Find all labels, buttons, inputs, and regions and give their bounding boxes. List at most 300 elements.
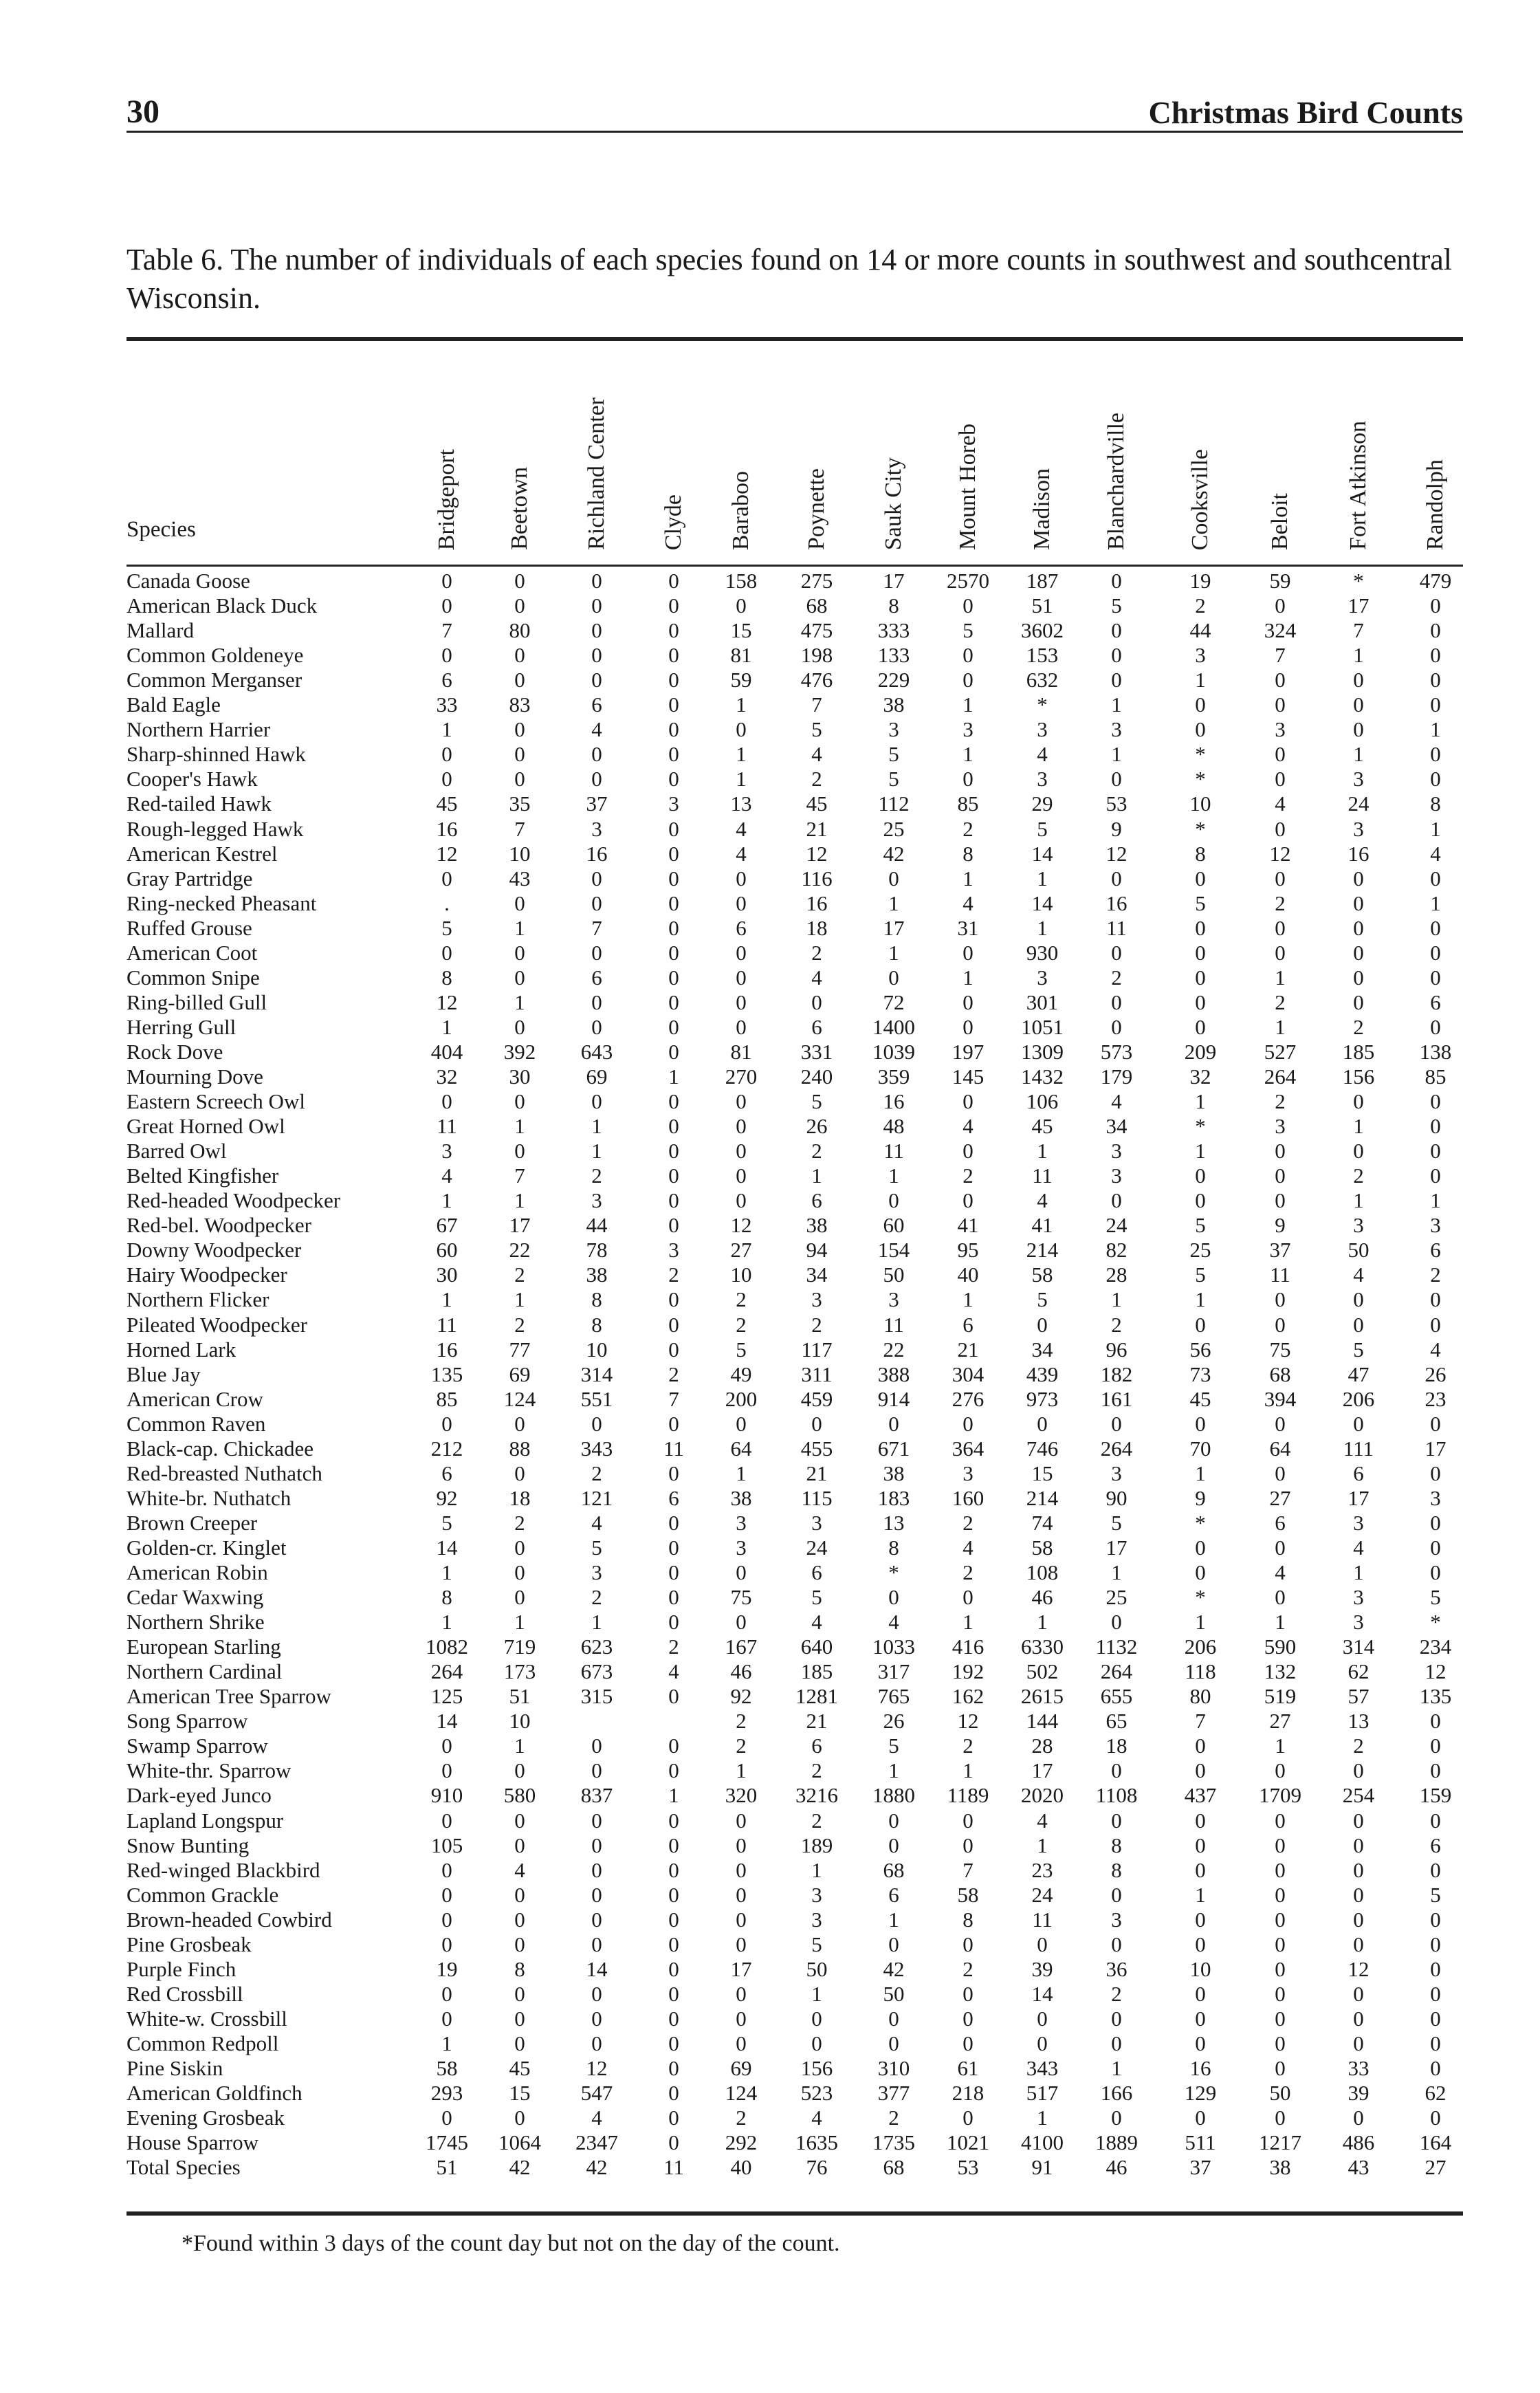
table-row [126,692,1463,717]
count-cell: 39 [1348,2081,1370,2106]
count-cell: 0 [1430,767,1441,791]
count-cell: 0 [668,692,679,717]
count-cell: 46 [1106,2155,1128,2180]
table-row [126,866,1463,891]
count-cell: 0 [668,1808,679,1833]
count-cell: 3 [1275,1114,1286,1139]
table-row [126,1412,1463,1436]
count-cell: 8 [962,1907,974,1932]
count-cell: * [1195,1510,1206,1535]
count-cell: 7 [514,816,525,841]
species-name: Hairy Woodpecker [126,1263,287,1287]
count-cell: 2 [962,1956,974,1981]
count-cell: 4 [668,1659,679,1684]
count-cell: 0 [736,2031,747,2055]
count-cell: 6 [811,1014,822,1039]
count-cell: 1 [1037,2106,1048,2130]
count-cell: 1 [1037,1610,1048,1635]
count-cell: 0 [668,1461,679,1485]
count-cell: 2 [962,1560,974,1584]
count-cell: 394 [1264,1386,1297,1411]
count-cell: 75 [730,1585,752,1610]
count-cell: 547 [580,2081,613,2106]
count-cell: 1033 [872,1635,915,1659]
count-cell: 0 [1111,2031,1122,2055]
count-cell: * [1430,1610,1441,1635]
count-cell: 1 [811,1163,822,1188]
count-cell: 0 [668,841,679,866]
count-cell: 2 [668,1635,679,1659]
count-cell: 8 [441,1585,452,1610]
species-name: American Coot [126,940,258,965]
count-cell: 24 [806,1535,828,1560]
count-cell: 1 [441,2031,452,2055]
count-cell: 206 [1184,1635,1217,1659]
count-cell: 1 [591,1610,602,1635]
species-name: Total Species [126,2155,241,2180]
count-cell: 0 [1353,1857,1364,1882]
count-cell: 14 [436,1535,458,1560]
species-name: American Goldfinch [126,2081,302,2106]
count-cell: 1051 [1021,1014,1064,1039]
count-cell: 1 [1430,717,1441,742]
count-cell: 0 [1430,1139,1441,1163]
count-cell: 0 [591,1734,602,1758]
count-cell: 3 [736,1535,747,1560]
table-row [126,1709,1463,1734]
count-cell: 0 [668,1213,679,1238]
count-cell: 0 [1195,990,1206,1014]
count-cell: 8 [888,1535,899,1560]
count-cell: 1021 [947,2130,989,2155]
species-name: Downy Woodpecker [126,1238,302,1263]
column-header [1267,493,1293,550]
count-cell: 42 [509,2155,531,2180]
count-cell: 0 [1195,965,1206,990]
count-cell: 1 [1195,668,1206,692]
count-cell: 0 [1275,668,1286,692]
count-cell: 4 [811,742,822,767]
count-cell: 154 [877,1238,910,1263]
count-cell: 60 [436,1238,458,1263]
count-cell: 3 [591,1188,602,1213]
column-header [881,457,907,550]
column-header [1422,459,1449,550]
count-cell: 0 [1195,1411,1206,1436]
count-cell: 2347 [575,2130,618,2155]
count-cell: 197 [952,1039,984,1064]
count-cell: 0 [668,593,679,618]
count-cell: 0 [1275,1907,1286,1932]
count-cell: 1 [1037,915,1048,940]
count-cell: 1 [514,1734,525,1758]
count-cell: 275 [800,569,833,593]
count-cell: 111 [1343,1436,1374,1461]
count-cell: 0 [591,990,602,1014]
count-cell: 0 [736,1114,747,1139]
count-cell: 17 [1348,1485,1370,1510]
count-cell: 837 [580,1783,613,1808]
count-cell: 5 [441,915,452,940]
count-cell: 2 [1275,990,1286,1014]
count-cell: 2 [888,2106,899,2130]
count-cell: 0 [1111,866,1122,890]
count-cell: 14 [436,1709,458,1734]
count-cell: 0 [668,2056,679,2080]
count-cell: 0 [441,2106,452,2130]
count-cell: 643 [580,1039,613,1064]
count-cell: 133 [877,643,910,668]
count-cell: 0 [1430,2031,1441,2055]
count-cell: 106 [1026,1089,1059,1114]
count-cell: 1 [736,1758,747,1783]
species-column-header: Species [126,517,196,542]
table-row [126,941,1463,965]
species-name: Evening Grosbeak [126,2106,285,2130]
count-cell: 75 [1269,1337,1291,1362]
count-cell: 3 [1111,1139,1122,1163]
count-cell: 23 [1031,1857,1053,1882]
species-name: Red-tailed Hawk [126,791,272,816]
count-cell: 0 [962,668,974,692]
count-cell: 214 [1026,1485,1059,1510]
table-row [126,569,1463,593]
count-cell: 17 [1424,1436,1446,1461]
count-cell: 1 [441,1188,452,1213]
count-cell: 0 [591,890,602,915]
count-cell: 206 [1342,1386,1375,1411]
count-cell: 1 [888,940,899,965]
count-cell: 3 [1353,1510,1364,1535]
count-cell: 129 [1184,2081,1217,2106]
count-cell: 0 [1111,569,1122,593]
count-cell: 0 [514,1411,525,1436]
table-row [126,2031,1463,2056]
count-cell: 4 [736,816,747,841]
count-cell: 0 [1353,2006,1364,2031]
count-cell: 0 [736,1188,747,1213]
count-cell: 38 [730,1485,752,1510]
count-cell: 0 [441,1411,452,1436]
count-cell: 0 [1195,1907,1206,1932]
count-cell: 4 [1275,791,1286,816]
column-header-label: Poynette [804,468,829,550]
count-cell: 6 [1353,1461,1364,1485]
count-cell: 185 [800,1659,833,1684]
table-row [126,1883,1463,1908]
count-cell: 0 [1195,940,1206,965]
table-row [126,1858,1463,1883]
count-cell: 0 [1275,915,1286,940]
column-header-label: Randolph [1422,459,1448,550]
count-cell: 5 [1111,1510,1122,1535]
count-cell: 5 [736,1337,747,1362]
count-cell: 4 [514,1857,525,1882]
count-cell: 320 [725,1783,758,1808]
count-cell: 0 [962,1833,974,1857]
count-cell: 0 [1430,1014,1441,1039]
count-cell: 0 [1430,2056,1441,2080]
count-cell: 37 [586,791,608,816]
count-cell: 11 [663,2155,684,2180]
count-cell: 7 [811,692,822,717]
count-cell: 1189 [947,1783,989,1808]
count-cell: 0 [668,2106,679,2130]
count-cell: 167 [725,1635,758,1659]
count-cell: 16 [1348,841,1370,866]
count-cell: 0 [736,593,747,618]
count-cell: 0 [591,767,602,791]
count-cell: 0 [668,668,679,692]
table-row [126,2056,1463,2081]
count-cell: 214 [1026,1238,1059,1263]
species-name: Great Horned Owl [126,1114,285,1139]
count-cell: 1 [1275,1014,1286,1039]
count-cell: 10 [586,1337,608,1362]
count-cell: 0 [1430,1535,1441,1560]
count-cell: 517 [1026,2081,1059,2106]
table-row [126,2130,1463,2155]
count-cell: 51 [509,1684,531,1709]
count-cell: 27 [730,1238,752,1263]
count-cell: 145 [952,1064,984,1089]
count-cell: 0 [962,1808,974,1833]
table-row [126,643,1463,668]
count-cell: 68 [806,593,828,618]
count-cell: 68 [1269,1362,1291,1386]
species-name: Brown Creeper [126,1510,258,1535]
count-cell: 254 [1342,1783,1375,1808]
count-cell: 0 [1353,717,1364,742]
count-cell: 0 [441,1882,452,1907]
table-row [126,1337,1463,1362]
count-cell: 0 [736,1139,747,1163]
table-row [126,1064,1463,1089]
count-cell: 7 [441,618,452,643]
count-cell: 1745 [426,2130,468,2155]
count-cell: 0 [1430,593,1441,618]
count-cell: 0 [668,1882,679,1907]
count-cell: 41 [1031,1213,1053,1238]
count-cell: 0 [668,1560,679,1584]
count-cell: 2 [962,1510,974,1535]
count-cell: 166 [1100,2081,1133,2106]
count-cell: 1 [1111,692,1122,717]
count-cell: 0 [1353,1833,1364,1857]
count-cell: 29 [1031,791,1053,816]
count-cell: 0 [811,2006,822,2031]
count-cell: 189 [800,1833,833,1857]
count-cell: 13 [730,791,752,816]
count-cell: 34 [806,1263,828,1287]
count-cell: 0 [1195,1808,1206,1833]
count-cell: 0 [1111,643,1122,668]
count-cell: 343 [1026,2056,1059,2080]
count-cell: 0 [514,767,525,791]
table-row [126,916,1463,941]
count-cell: 68 [883,1857,905,1882]
count-cell: 0 [1275,1956,1286,1981]
count-cell: 62 [1424,2081,1446,2106]
count-cell: 1 [1111,1287,1122,1312]
count-cell: 10 [509,1709,531,1734]
table-row [126,742,1463,767]
count-cell: 0 [668,1684,679,1709]
count-cell: 0 [1195,1560,1206,1584]
column-header [955,424,981,550]
count-cell: 3 [1037,767,1048,791]
count-cell: 82 [1106,1238,1128,1263]
count-cell: 80 [509,618,531,643]
count-cell: 0 [888,2031,899,2055]
count-cell: 0 [591,1907,602,1932]
count-cell: 0 [1353,668,1364,692]
table-row [126,1461,1463,1486]
count-cell: 0 [668,1139,679,1163]
table-row [126,618,1463,643]
count-cell: 3 [1037,717,1048,742]
count-cell: 377 [877,2081,910,2106]
count-cell: 0 [1353,1411,1364,1436]
count-cell: 0 [668,1758,679,1783]
count-cell: 1 [888,890,899,915]
count-cell: 0 [514,1585,525,1610]
count-cell: 1 [962,692,974,717]
table-row [126,1659,1463,1684]
count-cell: 17 [509,1213,531,1238]
count-cell: 1 [1037,1833,1048,1857]
count-cell: 12 [957,1709,979,1734]
count-cell: 6 [811,1188,822,1213]
table-row [126,1313,1463,1337]
count-cell: 144 [1026,1709,1059,1734]
count-cell: 1039 [872,1039,915,1064]
species-name: Rough-legged Hawk [126,816,304,841]
species-name: Northern Shrike [126,1610,265,1635]
count-cell: 69 [509,1362,531,1386]
column-header-label: Blanchardville [1103,412,1129,550]
count-cell: 0 [1430,1758,1441,1783]
count-cell: 0 [888,2006,899,2031]
count-cell: 1 [962,1610,974,1635]
species-name: Belted Kingfisher [126,1163,279,1188]
count-cell: 2 [1430,1263,1441,1287]
count-cell: 10 [1189,791,1211,816]
count-cell: 0 [1195,1932,1206,1956]
species-name: American Kestrel [126,841,278,866]
count-cell: 311 [801,1362,833,1386]
count-cell: 0 [1275,1857,1286,1882]
count-cell: 24 [1031,1882,1053,1907]
count-cell: 0 [668,1907,679,1932]
count-cell: 46 [1031,1585,1053,1610]
table-caption: Table 6. The number of individuals of each species found on 14 or more counts in southwest and southcentral Wisconsin. [126,243,1452,315]
count-cell: 0 [1353,1932,1364,1956]
count-cell: 4 [962,1535,974,1560]
count-cell: 1 [1037,1139,1048,1163]
count-cell: 0 [668,1287,679,1312]
count-cell: 0 [514,1758,525,1783]
count-cell: 486 [1342,2130,1375,2155]
count-cell: 0 [591,2031,602,2055]
count-cell: 0 [1275,2006,1286,2031]
count-cell: 64 [1269,1436,1291,1461]
count-cell: 2 [811,1312,822,1337]
count-cell: 38 [883,692,905,717]
count-cell: 0 [1275,1287,1286,1312]
column-header [434,449,460,550]
count-cell: 0 [1430,1709,1441,1734]
count-cell: 0 [668,2130,679,2155]
species-name: Sharp-shinned Hawk [126,742,306,767]
count-cell: 135 [430,1362,463,1386]
count-cell: 0 [1195,692,1206,717]
count-cell: 6 [668,1485,679,1510]
column-header [728,471,754,550]
count-cell: 0 [1430,1981,1441,2006]
table-row [126,2007,1463,2031]
count-cell: 43 [509,866,531,890]
count-cell: 0 [441,593,452,618]
count-cell: 0 [668,2081,679,2106]
count-cell: 1432 [1021,1064,1064,1089]
count-cell: 0 [1111,940,1122,965]
count-cell: 4 [736,841,747,866]
species-name: Blue Jay [126,1362,201,1386]
count-cell: 158 [725,569,758,593]
count-cell: 6 [962,1312,974,1337]
count-cell: 21 [806,1461,828,1485]
count-cell: 1 [668,1783,679,1808]
count-cell: 0 [962,1089,974,1114]
count-cell: 333 [877,618,910,643]
count-cell: 6 [811,1560,822,1584]
count-cell: 0 [962,1981,974,2006]
count-cell: 164 [1419,2130,1452,2155]
count-cell: 38 [1269,2155,1291,2180]
count-cell: 4 [811,1610,822,1635]
count-cell: 38 [586,1263,608,1287]
count-cell: 8 [1111,1857,1122,1882]
count-cell: 1 [1195,1610,1206,1635]
count-cell: 0 [736,717,747,742]
count-cell: 117 [801,1337,833,1362]
count-cell: 0 [1275,1535,1286,1560]
count-cell: 0 [1353,1312,1364,1337]
count-cell: 502 [1026,1659,1059,1684]
count-cell: 76 [806,2155,828,2180]
column-header-label: Cooksville [1187,448,1213,550]
count-cell: 16 [586,841,608,866]
count-cell: 3 [1353,816,1364,841]
table-row [126,2155,1463,2180]
count-cell: 51 [1031,593,1053,618]
count-cell: * [1195,1585,1206,1610]
species-name: Red-winged Blackbird [126,1857,320,1882]
table-row [126,1635,1463,1659]
count-cell: 1 [962,965,974,990]
table-row [126,2106,1463,2130]
count-cell: 50 [1348,1238,1370,1263]
count-cell: 0 [441,643,452,668]
count-cell: 2 [1111,1312,1122,1337]
count-cell: 6 [1275,1510,1286,1535]
count-cell: 0 [668,1114,679,1139]
count-cell: 8 [514,1956,525,1981]
count-cell: 0 [514,742,525,767]
count-cell: 0 [1275,1833,1286,1857]
count-cell: 1 [1037,866,1048,890]
